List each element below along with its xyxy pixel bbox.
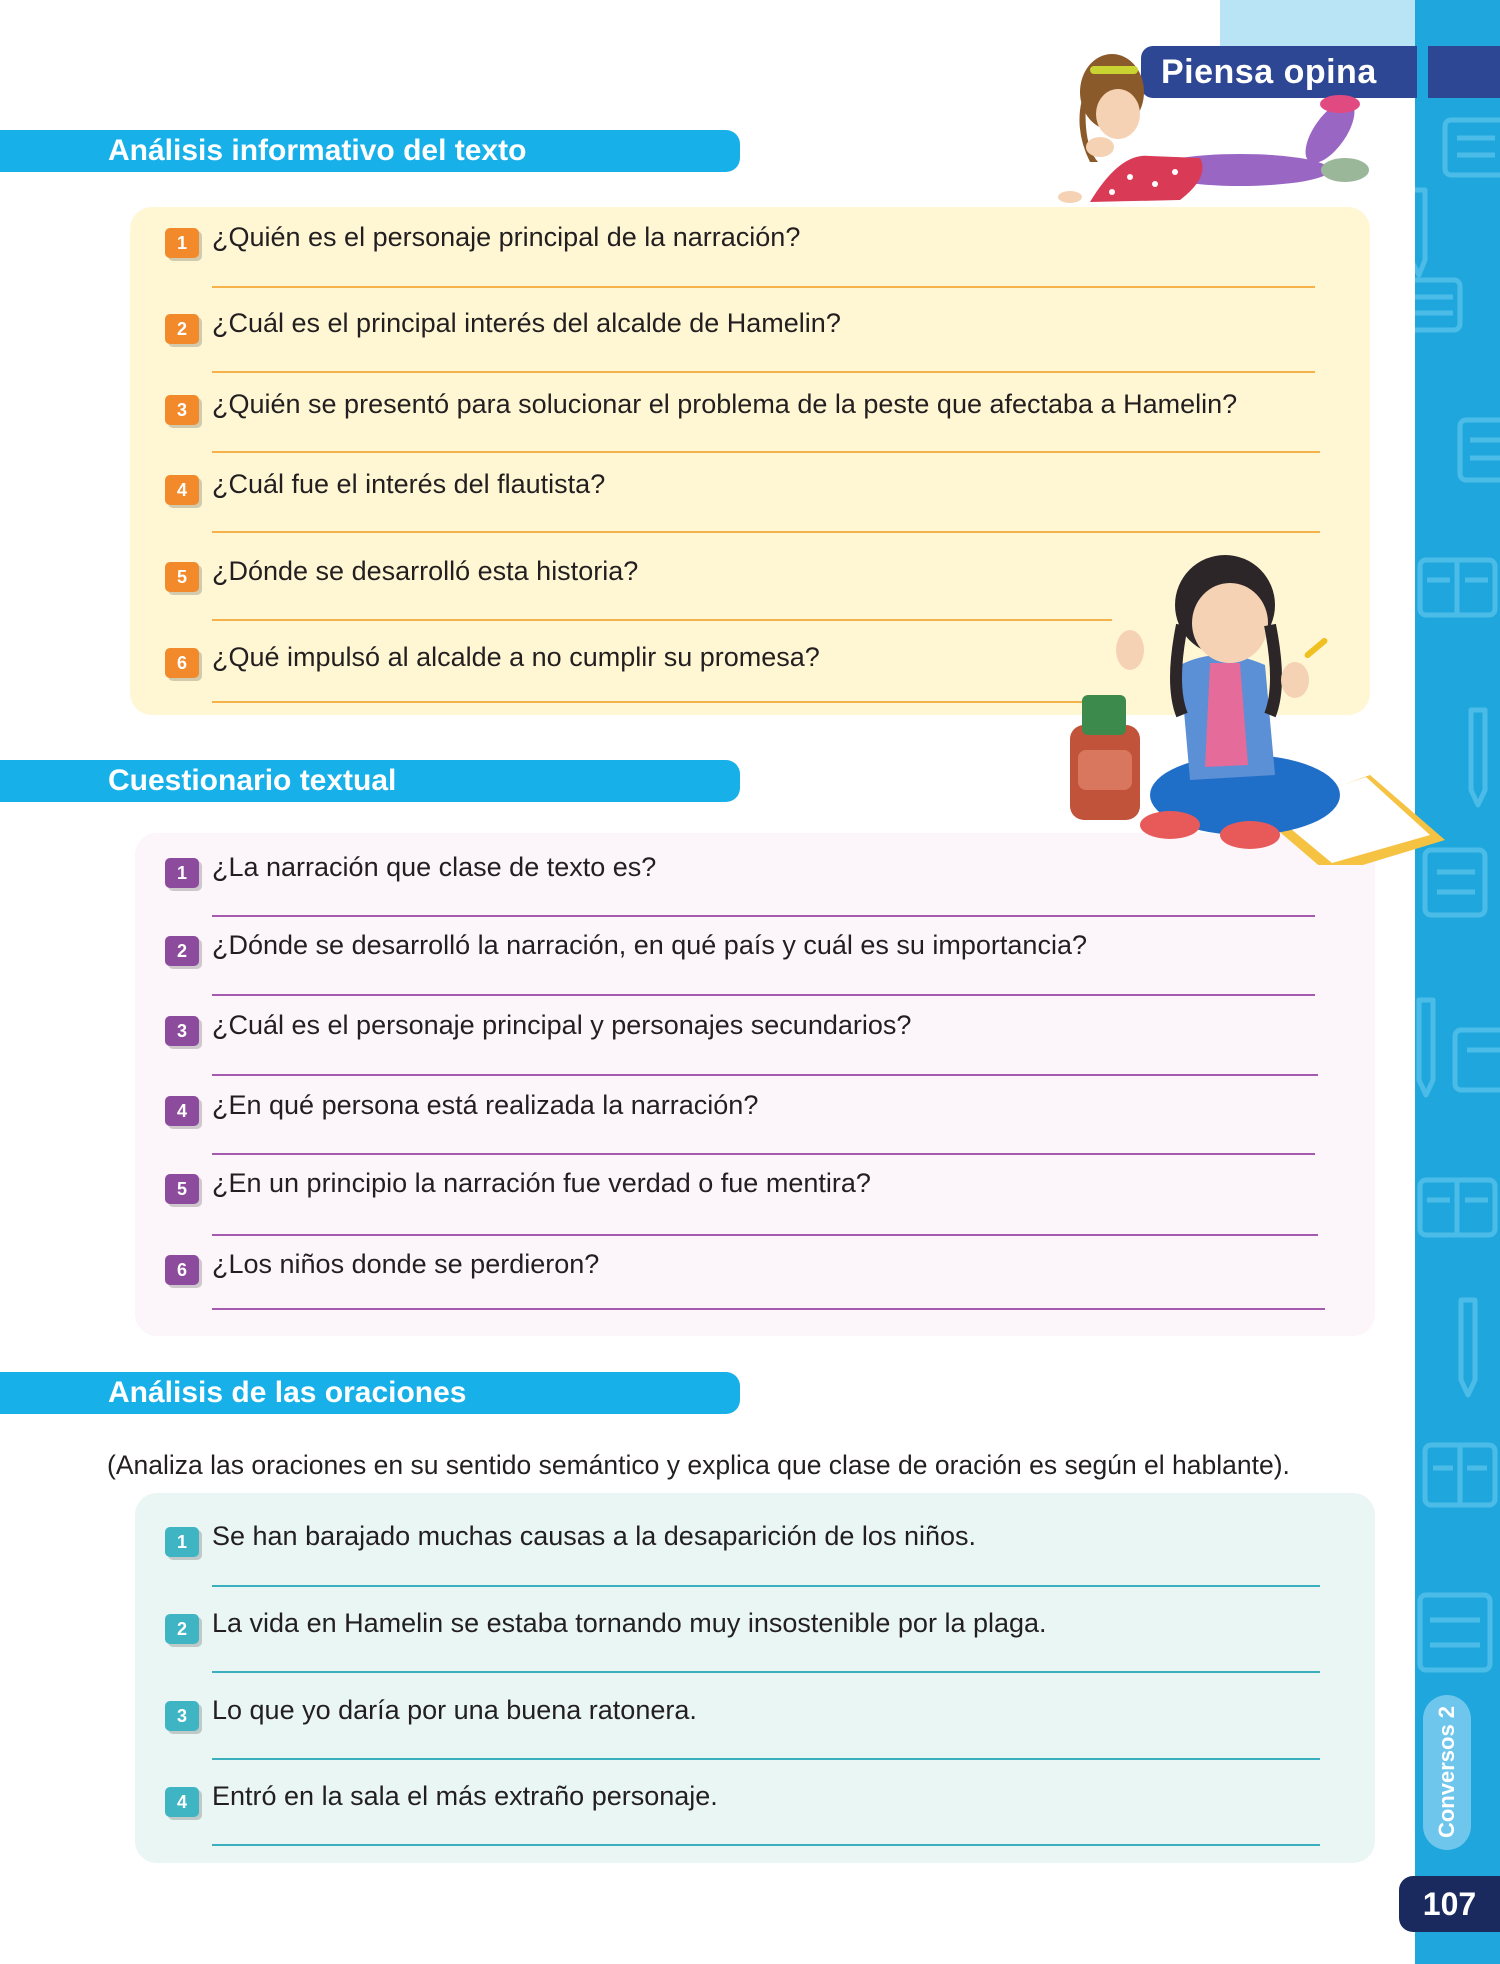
question-item — [165, 385, 1325, 465]
number-badge: 3 — [165, 1701, 199, 1731]
side-top-band — [1220, 0, 1415, 52]
question-item — [165, 1245, 1325, 1325]
question-text: ¿Cuál es el personaje principal y personajes secundarios? — [212, 1010, 912, 1040]
answer-line[interactable] — [212, 531, 1320, 533]
question-text: Lo que yo daría por una buena ratonera. — [212, 1695, 697, 1725]
section-title-cuestionario-textual: Cuestionario textual — [0, 760, 740, 802]
question-text: Se han barajado muchas causas a la desaparición de los niños. — [212, 1521, 976, 1551]
number-badge: 5 — [165, 1174, 199, 1204]
answer-line[interactable] — [212, 1308, 1325, 1310]
question-text: ¿Dónde se desarrolló esta historia? — [212, 556, 639, 586]
question-text: ¿Cuál fue el interés del flautista? — [212, 469, 606, 499]
question-text: Entró en la sala el más extraño personaje. — [212, 1781, 718, 1811]
header-tab-end — [1428, 46, 1500, 98]
book-label: Conversos 2 — [1434, 1705, 1459, 1839]
question-item — [165, 926, 1325, 1006]
answer-line[interactable] — [212, 1758, 1320, 1760]
page-title: Piensa opina — [1141, 46, 1417, 98]
number-badge: 2 — [165, 1614, 199, 1644]
number-badge: 4 — [165, 475, 199, 505]
girl-lying-reading-illustration — [1040, 52, 1380, 212]
question-text: ¿Quién se presentó para solucionar el problema de la peste que afectaba a Hamelin? — [212, 389, 1238, 419]
answer-line[interactable] — [212, 619, 1112, 621]
answer-line[interactable] — [212, 1074, 1318, 1076]
answer-line[interactable] — [212, 994, 1315, 996]
answer-line[interactable] — [212, 1234, 1318, 1236]
question-item — [165, 1604, 1325, 1684]
answer-line[interactable] — [212, 701, 1084, 703]
number-badge: 6 — [165, 1255, 199, 1285]
answer-line[interactable] — [212, 1585, 1320, 1587]
number-badge: 5 — [165, 562, 199, 592]
number-badge: 1 — [165, 858, 199, 888]
answer-line[interactable] — [212, 915, 1315, 917]
answer-line[interactable] — [212, 371, 1315, 373]
section-title-analisis-informativo: Análisis informativo del texto — [0, 130, 740, 172]
girl-sitting-with-backpack-and-notebook-illustration — [1070, 545, 1445, 865]
question-text: ¿Los niños donde se perdieron? — [212, 1249, 600, 1279]
question-text: ¿Dónde se desarrolló la narración, en qué país y cuál es su importancia? — [212, 930, 1087, 960]
question-item — [165, 1517, 1325, 1597]
answer-line[interactable] — [212, 286, 1315, 288]
notebook-pattern-icon — [1415, 0, 1500, 1964]
question-item — [165, 1086, 1325, 1166]
answer-line[interactable] — [212, 1844, 1320, 1846]
answer-line[interactable] — [212, 451, 1320, 453]
instructions-text: (Analiza las oraciones en su sentido semántico y explica que clase de oración es según el hablante). — [107, 1450, 1290, 1480]
question-item — [165, 1691, 1325, 1771]
question-text: La vida en Hamelin se estaba tornando muy insostenible por la plaga. — [212, 1608, 1047, 1638]
question-text: ¿Qué impulsó al alcalde a no cumplir su promesa? — [212, 642, 820, 672]
number-badge: 4 — [165, 1096, 199, 1126]
question-item — [165, 218, 1325, 298]
question-item — [165, 1164, 1325, 1244]
question-text: ¿Cuál es el principal interés del alcalde de Hamelin? — [212, 308, 841, 338]
answer-line[interactable] — [212, 1671, 1320, 1673]
number-badge: 6 — [165, 648, 199, 678]
question-item — [165, 465, 1325, 545]
number-badge: 1 — [165, 228, 199, 258]
answer-line[interactable] — [212, 1153, 1315, 1155]
section-title-analisis-oraciones: Análisis de las oraciones — [0, 1372, 740, 1414]
question-item — [165, 1006, 1325, 1086]
question-text: ¿Quién es el personaje principal de la narración? — [212, 222, 801, 252]
number-badge: 3 — [165, 395, 199, 425]
question-item — [165, 1777, 1325, 1857]
page-number: 107 — [1399, 1876, 1500, 1932]
question-text: ¿En un principio la narración fue verdad o fue mentira? — [212, 1168, 871, 1198]
number-badge: 3 — [165, 1016, 199, 1046]
question-text: ¿La narración que clase de texto es? — [212, 852, 657, 882]
number-badge: 2 — [165, 936, 199, 966]
question-text: ¿En qué persona está realizada la narración? — [212, 1090, 759, 1120]
number-badge: 4 — [165, 1787, 199, 1817]
number-badge: 1 — [165, 1527, 199, 1557]
side-strip — [1415, 0, 1500, 1964]
number-badge: 2 — [165, 314, 199, 344]
question-item — [165, 304, 1325, 384]
